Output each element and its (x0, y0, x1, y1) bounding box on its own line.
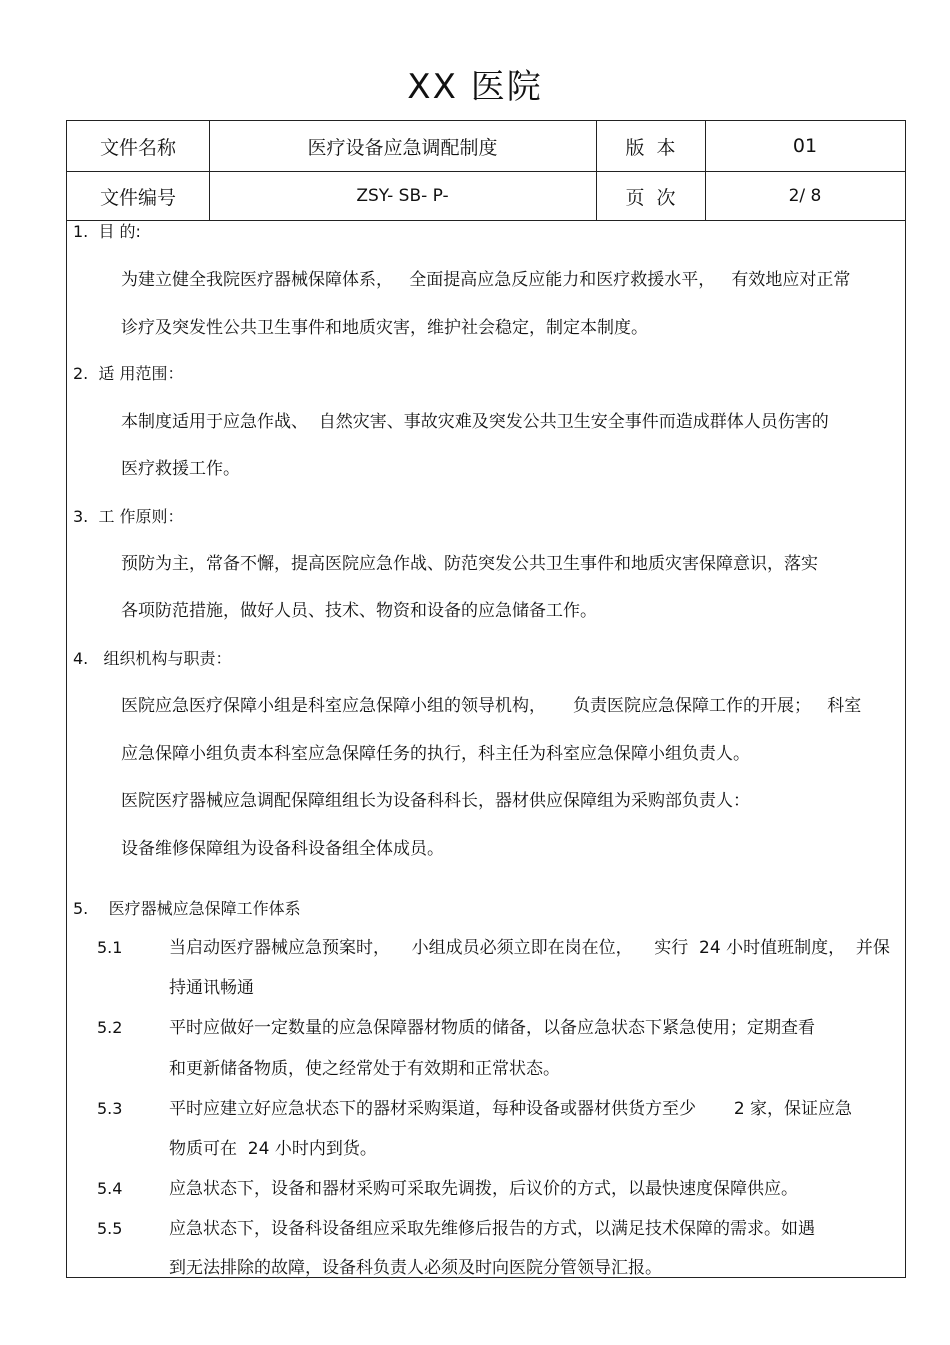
page-value: 2/ 8 (788, 186, 822, 206)
section-heading-3: 3. 工 作原则： (73, 507, 184, 526)
item-number: 5.2 (97, 1018, 123, 1037)
item-line: 应急状态下，设备和器材采购可采取先调拨，后议价的方式，以最快速度保障供应。 (169, 1179, 798, 1199)
item-line: 平时应建立好应急状态下的器材采购渠道，每种设备或器材供货方至少 2 家，保证应急 (169, 1099, 853, 1119)
section-heading-4: 4. 组织机构与职责： (73, 649, 232, 668)
item-number: 5.4 (97, 1179, 123, 1198)
item-line: 到无法排除的故障，设备科负责人必须及时向医院分管领导汇报。 (169, 1258, 662, 1278)
item-number: 5.1 (97, 938, 123, 957)
paragraph-line: 应急保障小组负责本科室应急保障任务的执行，科主任为科室应急保障小组负责人。 (121, 744, 750, 764)
item-line: 应急状态下，设备科设备组应采取先维修后报告的方式，以满足技术保障的需求。如遇 (169, 1219, 815, 1239)
paragraph-line: 诊疗及突发性公共卫生事件和地质灾害，维护社会稳定，制定本制度。 (121, 318, 648, 338)
paragraph-line: 设备维修保障组为设备科设备组全体成员。 (121, 839, 444, 859)
file-number-label: 文件编号 (99, 186, 176, 209)
version-value: 01 (792, 135, 818, 157)
header-bottom-border (67, 220, 905, 221)
file-name-value: 医疗设备应急调配制度 (307, 136, 498, 159)
paragraph-line: 为建立健全我院医疗器械保障体系， 全面提高应急反应能力和医疗救援水平， 有效地应对正常 (121, 270, 851, 290)
page-label: 页 次 (625, 186, 676, 209)
version-label: 版 本 (625, 136, 676, 159)
file-number-value: ZSY- SB- P- (356, 186, 449, 206)
section-heading-5: 5. 医疗器械应急保障工作体系 (73, 899, 301, 918)
paragraph-line: 各项防范措施，做好人员、技术、物资和设备的应急储备工作。 (121, 601, 597, 621)
section-heading-1: 1. 目 的: (73, 222, 141, 241)
paragraph-line: 医院应急医疗保障小组是科室应急保障小组的领导机构， 负责医院应急保障工作的开展； 科室 (121, 696, 862, 716)
paragraph-line: 医疗救援工作。 (121, 459, 240, 479)
document-title: XX 医院 (407, 67, 543, 107)
file-name-label: 文件名称 (99, 136, 176, 159)
document-frame (66, 120, 906, 1278)
item-number: 5.3 (97, 1099, 123, 1118)
paragraph-line: 医院医疗器械应急调配保障组组长为设备科科长，器材供应保障组为采购部负责人： (121, 791, 750, 811)
section-heading-2: 2. 适 用范围： (73, 364, 184, 383)
item-line: 平时应做好一定数量的应急保障器材物质的储备，以备应急状态下紧急使用；定期查看 (169, 1018, 815, 1038)
item-line: 和更新储备物质，使之经常处于有效期和正常状态。 (169, 1059, 560, 1079)
item-line: 当启动医疗器械应急预案时， 小组成员必须立即在岗在位， 实行 24 小时值班制度， 并保 (169, 938, 890, 958)
item-number: 5.5 (97, 1219, 123, 1238)
item-line: 物质可在 24 小时内到货。 (169, 1139, 377, 1159)
paragraph-line: 本制度适用于应急作战、 自然灾害、事故灾难及突发公共卫生安全事件而造成群体人员伤害的 (121, 412, 829, 432)
header-table (67, 121, 905, 221)
paragraph-line: 预防为主，常备不懈，提高医院应急作战、防范突发公共卫生事件和地质灾害保障意识，落实 (121, 554, 818, 574)
item-line: 持通讯畅通 (169, 978, 254, 998)
